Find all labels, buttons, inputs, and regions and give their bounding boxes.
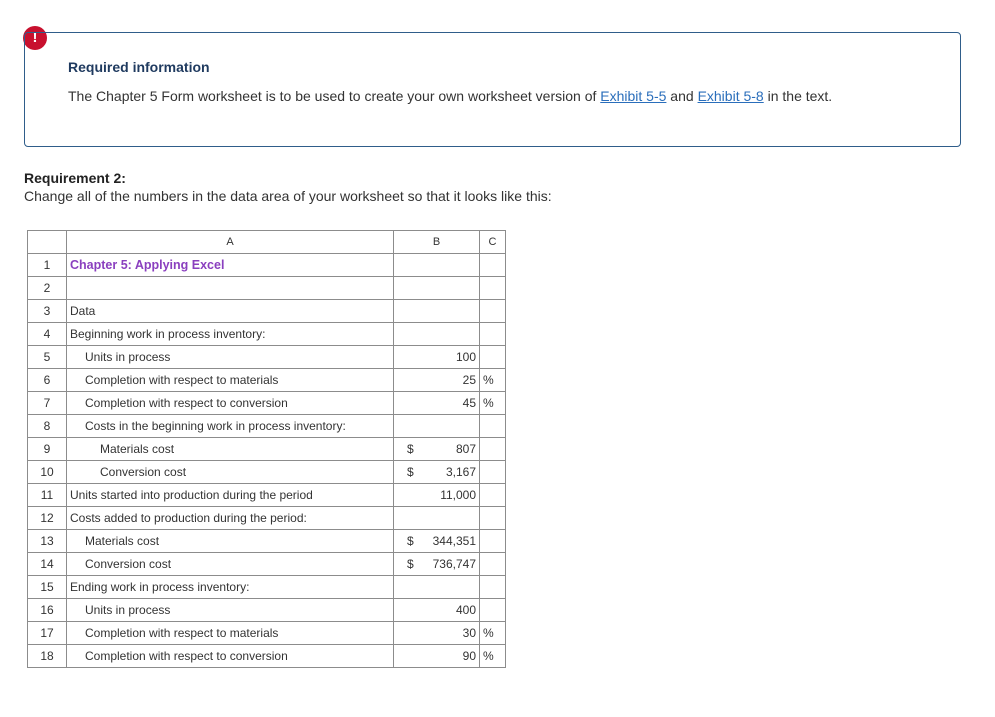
sheet-row [28,392,506,415]
row-number: 14 [28,553,67,576]
sheet-row [28,507,506,530]
row-number: 12 [28,507,67,530]
cell-b[interactable] [394,461,480,484]
row-number: 16 [28,599,67,622]
cell-b-value: 25 [462,373,476,387]
required-information-box [24,32,961,147]
cell-b-value: 344,351 [432,534,476,548]
sheet-row [28,277,506,300]
cell-b[interactable] [394,622,480,645]
cell-b-value: 3,167 [445,465,476,479]
sheet-row [28,369,506,392]
cell-c[interactable]: % [480,645,506,668]
cell-a[interactable]: Units in process [67,346,394,369]
row-number: 5 [28,346,67,369]
cell-a[interactable]: Costs added to production during the period: [67,507,394,530]
cell-a[interactable]: Completion with respect to conversion [67,645,394,668]
currency-symbol: $ [407,442,414,456]
cell-a[interactable]: Chapter 5: Applying Excel [67,254,394,277]
info-title: Required information [68,59,210,75]
cell-a[interactable]: Materials cost [67,530,394,553]
column-header-row [28,231,506,254]
cell-b[interactable] [394,576,480,599]
corner-cell [28,231,67,254]
row-number: 10 [28,461,67,484]
row-number: 11 [28,484,67,507]
cell-c[interactable] [480,599,506,622]
sheet-row [28,622,506,645]
sheet-row [28,645,506,668]
cell-b-value: 45 [462,396,476,410]
cell-b-value: 400 [455,603,476,617]
row-number: 2 [28,277,67,300]
cell-b[interactable] [394,530,480,553]
row-number: 15 [28,576,67,599]
cell-c[interactable] [480,553,506,576]
cell-b-value: 100 [455,350,476,364]
row-number: 7 [28,392,67,415]
info-text-before: The Chapter 5 Form worksheet is to be used to create your own worksheet version of [68,88,601,104]
cell-b[interactable] [394,254,480,277]
info-text-after: in the text. [763,88,833,104]
cell-b[interactable] [394,438,480,461]
row-number: 6 [28,369,67,392]
cell-a[interactable]: Data [67,300,394,323]
row-number: 1 [28,254,67,277]
row-number: 17 [28,622,67,645]
requirement-heading: Requirement 2: [24,170,126,186]
sheet-row [28,553,506,576]
cell-b[interactable] [394,346,480,369]
info-text [68,87,913,106]
exclamation-icon: ! [23,26,47,50]
cell-c[interactable] [480,346,506,369]
sheet-row [28,254,506,277]
cell-c[interactable] [480,530,506,553]
sheet-row [28,599,506,622]
cell-a[interactable]: Completion with respect to conversion [67,392,394,415]
cell-a[interactable]: Beginning work in process inventory: [67,323,394,346]
cell-b[interactable] [394,484,480,507]
sheet-row [28,484,506,507]
sheet-row [28,438,506,461]
cell-a[interactable]: Costs in the beginning work in process inventory: [67,415,394,438]
cell-c[interactable]: % [480,392,506,415]
cell-c[interactable] [480,461,506,484]
cell-b[interactable] [394,645,480,668]
cell-b[interactable] [394,277,480,300]
cell-a[interactable]: Conversion cost [67,461,394,484]
currency-symbol: $ [407,557,414,571]
cell-a[interactable]: Units started into production during the period [67,484,394,507]
row-number: 3 [28,300,67,323]
cell-c[interactable]: % [480,369,506,392]
cell-a[interactable]: Completion with respect to materials [67,369,394,392]
cell-a[interactable]: Units in process [67,599,394,622]
cell-c[interactable] [480,300,506,323]
cell-c[interactable] [480,254,506,277]
cell-b-value: 30 [462,626,476,640]
cell-b[interactable] [394,507,480,530]
cell-b-value: 11,000 [440,488,476,502]
cell-c[interactable] [480,507,506,530]
row-number: 18 [28,645,67,668]
cell-b[interactable] [394,392,480,415]
row-number: 13 [28,530,67,553]
sheet-row [28,300,506,323]
cell-b[interactable] [394,415,480,438]
cell-a[interactable]: Conversion cost [67,553,394,576]
cell-b[interactable] [394,323,480,346]
cell-a[interactable]: Materials cost [67,438,394,461]
info-text-middle: and [666,88,698,104]
exhibit-5-8-link[interactable]: Exhibit 5-8 [697,88,764,104]
cell-c[interactable] [480,323,506,346]
sheet-row [28,323,506,346]
cell-b[interactable] [394,300,480,323]
column-header-a: A [67,231,394,254]
sheet-row [28,415,506,438]
cell-b[interactable] [394,599,480,622]
cell-c[interactable] [480,277,506,300]
exhibit-5-5-link[interactable]: Exhibit 5-5 [600,88,667,104]
column-header-b: B [394,231,480,254]
cell-b-value: 807 [455,442,476,456]
cell-b-value: 736,747 [432,557,476,571]
currency-symbol: $ [407,465,414,479]
cell-a[interactable]: Completion with respect to materials [67,622,394,645]
sheet-row [28,346,506,369]
cell-b[interactable] [394,553,480,576]
cell-a[interactable]: Ending work in process inventory: [67,576,394,599]
row-number: 8 [28,415,67,438]
column-header-c: C [480,231,506,254]
sheet-row [28,461,506,484]
cell-a[interactable] [67,277,394,300]
currency-symbol: $ [407,534,414,548]
sheet-row [28,530,506,553]
cell-c[interactable] [480,576,506,599]
cell-c[interactable]: % [480,622,506,645]
cell-c[interactable] [480,415,506,438]
requirement-text: Change all of the numbers in the data area of your worksheet so that it looks like this: [24,188,552,204]
sheet-row [28,576,506,599]
cell-c[interactable] [480,438,506,461]
cell-b[interactable] [394,369,480,392]
worksheet-table [27,230,506,668]
cell-c[interactable] [480,484,506,507]
cell-b-value: 90 [462,649,476,663]
row-number: 4 [28,323,67,346]
row-number: 9 [28,438,67,461]
